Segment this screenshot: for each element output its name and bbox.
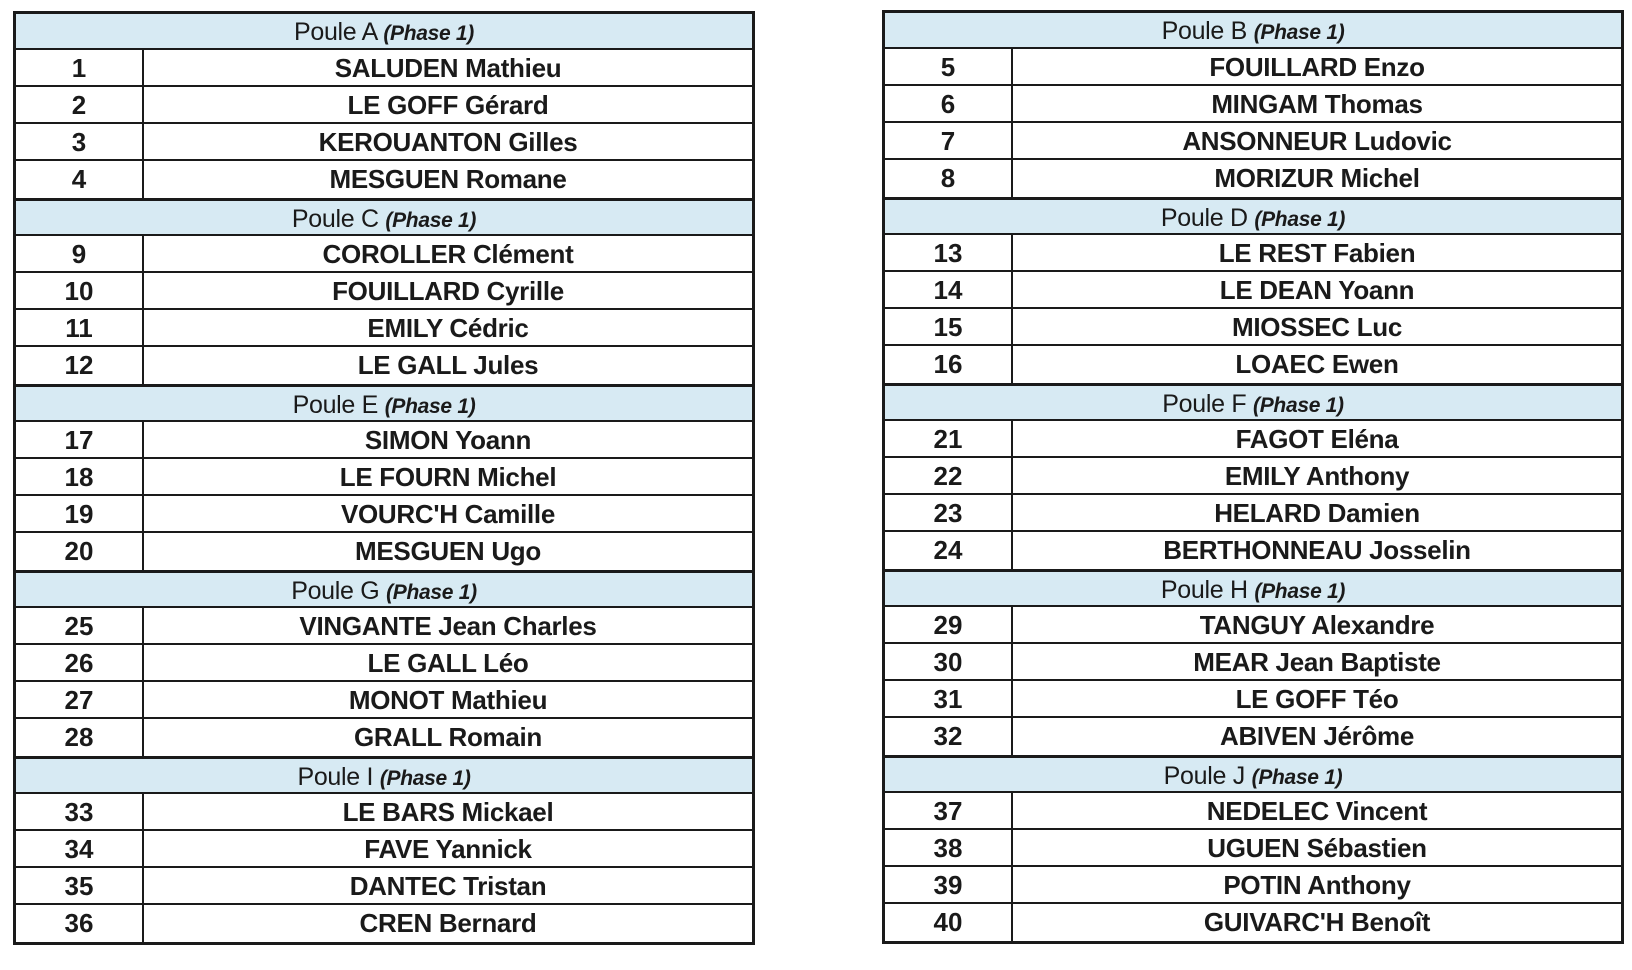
- pool-group: [885, 197, 1621, 383]
- player-name: MONOT Mathieu: [348, 685, 548, 715]
- player-name: LE GOFF Gérard: [347, 90, 549, 120]
- player-number: 25: [16, 608, 144, 643]
- pool-group: [16, 14, 752, 198]
- pool-header: [16, 384, 752, 422]
- player-number: 1: [16, 50, 144, 85]
- pool-group: [885, 383, 1621, 569]
- player-name: ABIVEN Jérôme: [1219, 721, 1415, 751]
- player-name: MIOSSEC Luc: [1231, 312, 1403, 342]
- pool-phase: (Phase 1): [386, 581, 477, 604]
- player-number: 4: [16, 161, 144, 198]
- player-name: LE DEAN Yoann: [1219, 275, 1415, 305]
- pool-group: [885, 13, 1621, 197]
- player-number: 12: [16, 347, 144, 384]
- player-number: 31: [885, 681, 1013, 716]
- table-row: [16, 310, 752, 347]
- table-row: [16, 347, 752, 384]
- player-name: LE FOURN Michel: [339, 462, 557, 492]
- player-number: 16: [885, 346, 1013, 383]
- table-row: [16, 124, 752, 161]
- player-name: VINGANTE Jean Charles: [299, 611, 597, 641]
- player-name: FOUILLARD Cyrille: [332, 276, 564, 306]
- table-row: [16, 868, 752, 905]
- pool-header: [885, 755, 1621, 793]
- pool-phase: (Phase 1): [384, 395, 476, 418]
- pool-name: Poule E: [292, 391, 379, 419]
- player-number: 2: [16, 87, 144, 122]
- player-name: COROLLER Clément: [322, 239, 574, 269]
- table-row: [885, 309, 1621, 346]
- table-row: [885, 532, 1621, 569]
- table-row: [885, 607, 1621, 644]
- pool-name: Poule B: [1161, 17, 1248, 45]
- pool-phase: (Phase 1): [1253, 394, 1344, 417]
- pool-phase: (Phase 1): [1254, 208, 1346, 231]
- pool-group: [885, 755, 1621, 941]
- pool-name: Poule D: [1160, 204, 1248, 232]
- table-row: [885, 644, 1621, 681]
- table-row: [16, 831, 752, 868]
- player-number: 40: [885, 904, 1013, 941]
- player-number: 19: [16, 496, 144, 531]
- player-name: BERTHONNEAU Josselin: [1163, 535, 1471, 565]
- table-row: [16, 645, 752, 682]
- table-row: [16, 422, 752, 459]
- player-name: TANGUY Alexandre: [1199, 610, 1435, 640]
- table-row: [16, 719, 752, 756]
- table-row: [885, 793, 1621, 830]
- table-row: [885, 49, 1621, 86]
- player-number: 10: [16, 273, 144, 308]
- player-number: 32: [885, 718, 1013, 755]
- player-name: FOUILLARD Enzo: [1209, 52, 1425, 82]
- left-pool-table: [13, 11, 755, 945]
- table-row: [885, 867, 1621, 904]
- pool-phase: (Phase 1): [379, 767, 471, 790]
- pool-phase: (Phase 1): [1251, 766, 1343, 789]
- player-name: KEROUANTON Gilles: [318, 127, 578, 157]
- table-row: [16, 682, 752, 719]
- table-row: [885, 86, 1621, 123]
- player-number: 26: [16, 645, 144, 680]
- table-row: [885, 718, 1621, 755]
- pool-name: Poule H: [1160, 576, 1248, 604]
- table-row: [16, 496, 752, 533]
- player-number: 33: [16, 794, 144, 829]
- player-number: 8: [885, 160, 1013, 197]
- table-row: [885, 123, 1621, 160]
- table-row: [16, 533, 752, 570]
- player-name: LOAEC Ewen: [1235, 349, 1399, 379]
- pool-header: [16, 570, 752, 608]
- player-number: 17: [16, 422, 144, 457]
- player-number: 23: [885, 495, 1013, 530]
- table-row: [16, 236, 752, 273]
- pool-header: [16, 756, 752, 794]
- table-row: [885, 346, 1621, 383]
- pool-header: [885, 569, 1621, 607]
- pool-header: [885, 197, 1621, 235]
- player-name: MESGUEN Ugo: [355, 536, 541, 566]
- pool-name: Poule F: [1162, 390, 1247, 418]
- player-number: 39: [885, 867, 1013, 902]
- player-name: SALUDEN Mathieu: [334, 53, 562, 83]
- right-pool-table: [882, 10, 1624, 944]
- pool-name: Poule C: [291, 205, 379, 233]
- pool-group: [885, 569, 1621, 755]
- pool-header: [885, 383, 1621, 421]
- player-number: 28: [16, 719, 144, 756]
- player-name: GRALL Romain: [353, 722, 543, 752]
- player-name: LE REST Fabien: [1218, 238, 1416, 268]
- player-name: GUIVARC'H Benoît: [1203, 907, 1431, 937]
- player-name: LE GALL Léo: [367, 648, 529, 678]
- table-row: [16, 273, 752, 310]
- table-row: [16, 794, 752, 831]
- player-name: EMILY Anthony: [1224, 461, 1410, 491]
- player-number: 14: [885, 272, 1013, 307]
- pool-phase: (Phase 1): [383, 22, 475, 45]
- player-name: MINGAM Thomas: [1211, 89, 1423, 119]
- player-number: 3: [16, 124, 144, 159]
- table-row: [885, 830, 1621, 867]
- player-number: 37: [885, 793, 1013, 828]
- player-name: EMILY Cédric: [367, 313, 529, 343]
- player-name: FAGOT Eléna: [1235, 424, 1399, 454]
- player-name: ANSONNEUR Ludovic: [1182, 126, 1452, 156]
- table-row: [885, 160, 1621, 197]
- player-number: 6: [885, 86, 1013, 121]
- player-number: 24: [885, 532, 1013, 569]
- player-number: 18: [16, 459, 144, 494]
- player-name: LE GOFF Téo: [1235, 684, 1399, 714]
- pool-name: Poule A: [293, 18, 377, 46]
- player-name: UGUEN Sébastien: [1207, 833, 1427, 863]
- player-name: HELARD Damien: [1214, 498, 1420, 528]
- player-number: 30: [885, 644, 1013, 679]
- player-number: 22: [885, 458, 1013, 493]
- pool-header: [16, 14, 752, 50]
- table-row: [16, 459, 752, 496]
- player-number: 36: [16, 905, 144, 942]
- table-row: [16, 161, 752, 198]
- player-number: 27: [16, 682, 144, 717]
- table-row: [885, 458, 1621, 495]
- player-number: 35: [16, 868, 144, 903]
- table-row: [885, 495, 1621, 532]
- player-name: LE BARS Mickael: [342, 797, 554, 827]
- pool-header: [885, 13, 1621, 49]
- pool-name: Poule G: [291, 577, 380, 605]
- pool-name: Poule I: [297, 763, 374, 791]
- player-name: FAVE Yannick: [364, 834, 532, 864]
- player-number: 29: [885, 607, 1013, 642]
- table-row: [16, 50, 752, 87]
- table-row: [885, 272, 1621, 309]
- player-name: VOURC'H Camille: [340, 499, 556, 529]
- player-name: LE GALL Jules: [357, 350, 539, 380]
- player-name: POTIN Anthony: [1223, 870, 1411, 900]
- table-row: [885, 904, 1621, 941]
- player-name: MESGUEN Romane: [329, 164, 567, 194]
- player-name: MEAR Jean Baptiste: [1193, 647, 1441, 677]
- player-name: MORIZUR Michel: [1214, 163, 1420, 193]
- pool-group: [16, 384, 752, 570]
- player-number: 20: [16, 533, 144, 570]
- pool-group: [16, 570, 752, 756]
- player-number: 9: [16, 236, 144, 271]
- player-number: 38: [885, 830, 1013, 865]
- pool-phase: (Phase 1): [1253, 21, 1345, 44]
- table-row: [885, 681, 1621, 718]
- player-number: 34: [16, 831, 144, 866]
- pool-group: [16, 756, 752, 942]
- pool-phase: (Phase 1): [385, 209, 477, 232]
- player-name: CREN Bernard: [359, 908, 537, 938]
- table-row: [16, 608, 752, 645]
- player-name: DANTEC Tristan: [349, 871, 547, 901]
- pool-header: [16, 198, 752, 236]
- table-row: [885, 421, 1621, 458]
- pool-phase: (Phase 1): [1254, 580, 1346, 603]
- player-name: NEDELEC Vincent: [1206, 796, 1428, 826]
- table-row: [16, 87, 752, 124]
- player-number: 11: [16, 310, 144, 345]
- player-number: 5: [885, 49, 1013, 84]
- player-number: 15: [885, 309, 1013, 344]
- table-row: [16, 905, 752, 942]
- pool-group: [16, 198, 752, 384]
- player-number: 21: [885, 421, 1013, 456]
- table-row: [885, 235, 1621, 272]
- player-number: 13: [885, 235, 1013, 270]
- player-number: 7: [885, 123, 1013, 158]
- player-name: SIMON Yoann: [364, 425, 532, 455]
- pool-name: Poule J: [1163, 762, 1245, 790]
